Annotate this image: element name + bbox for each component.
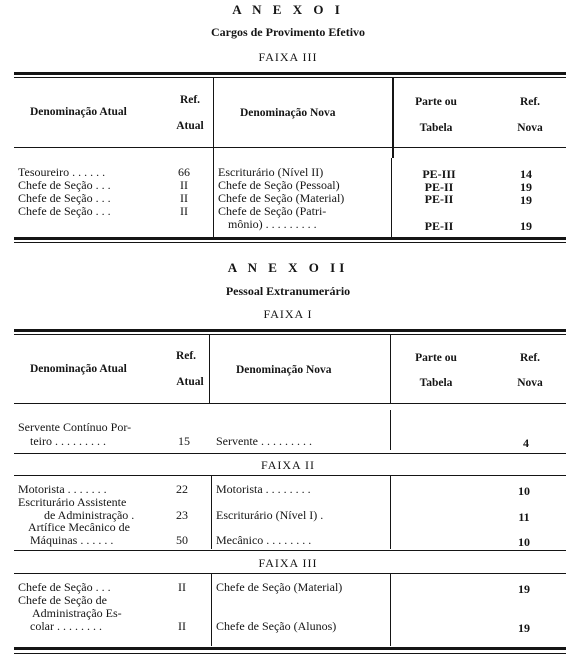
faixa-1-row-1-ref-nova: 4 <box>523 436 529 450</box>
faixa-3-divider-right <box>390 574 391 646</box>
faixa-2-row-2-ref: 23 <box>176 508 188 522</box>
row-1-ref: 66 <box>178 165 190 179</box>
faixa-2-divider-left <box>211 476 212 549</box>
faixa-2-top-rule <box>14 453 566 454</box>
faixa-3-row-1-ref-nova: 19 <box>518 582 530 596</box>
faixa-3-row-1-ref: II <box>178 580 186 594</box>
row-3-tabela: PE-II <box>424 192 454 206</box>
anexo-2-subtitle: Pessoal Extranumerário <box>225 284 351 298</box>
row-2-atual: Chefe de Seção . . . <box>18 178 111 192</box>
row-2-ref-nova: 19 <box>520 180 532 194</box>
faixa-2-row-1-nova: Motorista . . . . . . . . <box>216 482 311 496</box>
anexo-2-faixa-1-label: FAIXA I <box>263 307 313 321</box>
table-2-header-divider-right <box>390 335 391 403</box>
table-2-header-divider-left <box>209 335 210 403</box>
faixa-3-row-1-atual: Chefe de Seção . . . <box>18 580 111 594</box>
row-3-ref-nova: 19 <box>520 193 532 207</box>
faixa-2-row-1-ref: 22 <box>176 482 188 496</box>
faixa-1-row-1-atual-line-1: Servente Contínuo Por- <box>18 420 132 434</box>
faixa-2-row-3-atual-line-2: Máquinas . . . . . . <box>30 533 114 547</box>
faixa-2-row-3-ref-nova: 10 <box>518 535 530 549</box>
table-1-top-rule-inner <box>14 77 566 78</box>
table-1-divider-right <box>392 78 394 158</box>
header-ref-atual-1: Ref. <box>179 94 201 106</box>
row-2-ref: II <box>180 178 188 192</box>
faixa-2-row-3-ref: 50 <box>176 533 188 547</box>
row-4-tabela: PE-II <box>424 219 454 233</box>
faixa-2-divider-right <box>390 476 391 549</box>
header-2-tabela: Tabela <box>419 377 453 389</box>
table-2-top-rule <box>14 329 566 332</box>
header-denominacao-atual: Denominação Atual <box>30 106 127 118</box>
table-2-top-rule-inner <box>14 334 566 335</box>
table-2-bottom-rule-inner <box>14 653 566 654</box>
faixa-2-row-3-nova: Mecânico . . . . . . . . <box>216 533 312 547</box>
row-3-nova: Chefe de Seção (Material) <box>218 191 345 205</box>
faixa-3-row-2-ref-nova: 19 <box>518 621 530 635</box>
faixa-3-divider-left <box>211 574 212 646</box>
header-2-denominacao-nova: Denominação Nova <box>236 364 332 376</box>
row-4-nova-line-2: mônio) . . . . . . . . . <box>228 217 317 231</box>
header-tabela: Tabela <box>419 122 453 134</box>
row-1-ref-nova: 14 <box>520 167 532 181</box>
faixa-3-row-2-atual-line-1: Chefe de Seção de <box>18 593 107 607</box>
faixa-3-top-rule <box>14 550 566 551</box>
table-1-divider-right-lower <box>391 158 392 237</box>
faixa-1-row-1-atual-line-2: teiro . . . . . . . . . <box>30 434 106 448</box>
header-ref-nova-1: Ref. <box>519 96 541 108</box>
header-ref-atual-2: Atual <box>176 120 204 132</box>
header-denominacao-nova: Denominação Nova <box>240 107 336 119</box>
faixa-3-row-2-atual-line-3: colar . . . . . . . . <box>30 619 102 633</box>
row-4-ref: II <box>180 204 188 218</box>
faixa-1-divider <box>390 410 391 450</box>
anexo-1-title: A N E X O I <box>232 2 344 17</box>
faixa-2-row-1-atual: Motorista . . . . . . . <box>18 482 107 496</box>
table-1-bottom-rule <box>14 237 566 240</box>
anexo-1-subtitle: Cargos de Provimento Efetivo <box>210 25 366 39</box>
row-4-ref-nova: 19 <box>520 219 532 233</box>
faixa-2-row-2-atual-line-2: de Administração . <box>44 508 135 522</box>
table-1-top-rule <box>14 72 566 75</box>
header-2-ref-atual-2: Atual <box>176 376 204 388</box>
faixa-3-row-2-nova: Chefe de Seção (Alunos) <box>216 619 337 633</box>
table-1-header-rule <box>14 147 566 148</box>
faixa-2-row-2-ref-nova: 11 <box>518 510 530 524</box>
faixa-3-row-1-nova: Chefe de Seção (Material) <box>216 580 343 594</box>
header-2-ref-nova-1: Ref. <box>519 352 541 364</box>
faixa-1-row-1-nova: Servente . . . . . . . . . <box>216 434 312 448</box>
anexo-1-faixa-label: FAIXA III <box>258 50 318 64</box>
table-1-bottom-rule-inner <box>14 242 566 243</box>
faixa-1-row-1-ref: 15 <box>178 434 190 448</box>
row-2-nova: Chefe de Seção (Pessoal) <box>218 178 340 192</box>
table-2-bottom-rule <box>14 647 566 650</box>
header-parte-ou: Parte ou <box>415 96 457 108</box>
row-3-ref: II <box>180 191 188 205</box>
header-2-ref-atual-1: Ref. <box>175 350 197 362</box>
header-2-ref-nova-2: Nova <box>517 377 543 389</box>
row-3-atual: Chefe de Seção . . . <box>18 191 111 205</box>
faixa-3-row-2-atual-line-2: Administração Es- <box>32 606 122 620</box>
faixa-2-header-rule <box>14 475 566 476</box>
row-1-tabela: PE-III <box>422 167 456 181</box>
row-4-atual: Chefe de Seção . . . <box>18 204 111 218</box>
row-1-atual: Tesoureiro . . . . . . <box>18 165 106 179</box>
row-1-nova: Escriturário (Nível II) <box>218 165 324 179</box>
faixa-2-row-1-ref-nova: 10 <box>518 484 530 498</box>
table-2-header-rule <box>14 403 566 404</box>
faixa-3-label: FAIXA III <box>258 556 318 570</box>
faixa-2-label: FAIXA II <box>260 458 316 472</box>
header-2-parte-ou: Parte ou <box>415 352 457 364</box>
faixa-2-row-2-atual-line-1: Escriturário Assistente <box>18 495 127 509</box>
faixa-3-row-2-ref: II <box>178 619 186 633</box>
row-4-nova-line-1: Chefe de Seção (Patri- <box>218 204 327 218</box>
anexo-2-title: A N E X O II <box>227 260 349 275</box>
table-1-divider-left <box>213 78 214 237</box>
row-2-tabela: PE-II <box>424 180 454 194</box>
header-2-denominacao-atual: Denominação Atual <box>30 363 127 375</box>
header-ref-nova-2: Nova <box>517 122 543 134</box>
faixa-3-header-rule <box>14 573 566 574</box>
faixa-2-row-2-nova: Escriturário (Nível I) . <box>216 508 324 522</box>
faixa-2-row-3-atual-line-1: Artífice Mecânico de <box>28 520 130 534</box>
